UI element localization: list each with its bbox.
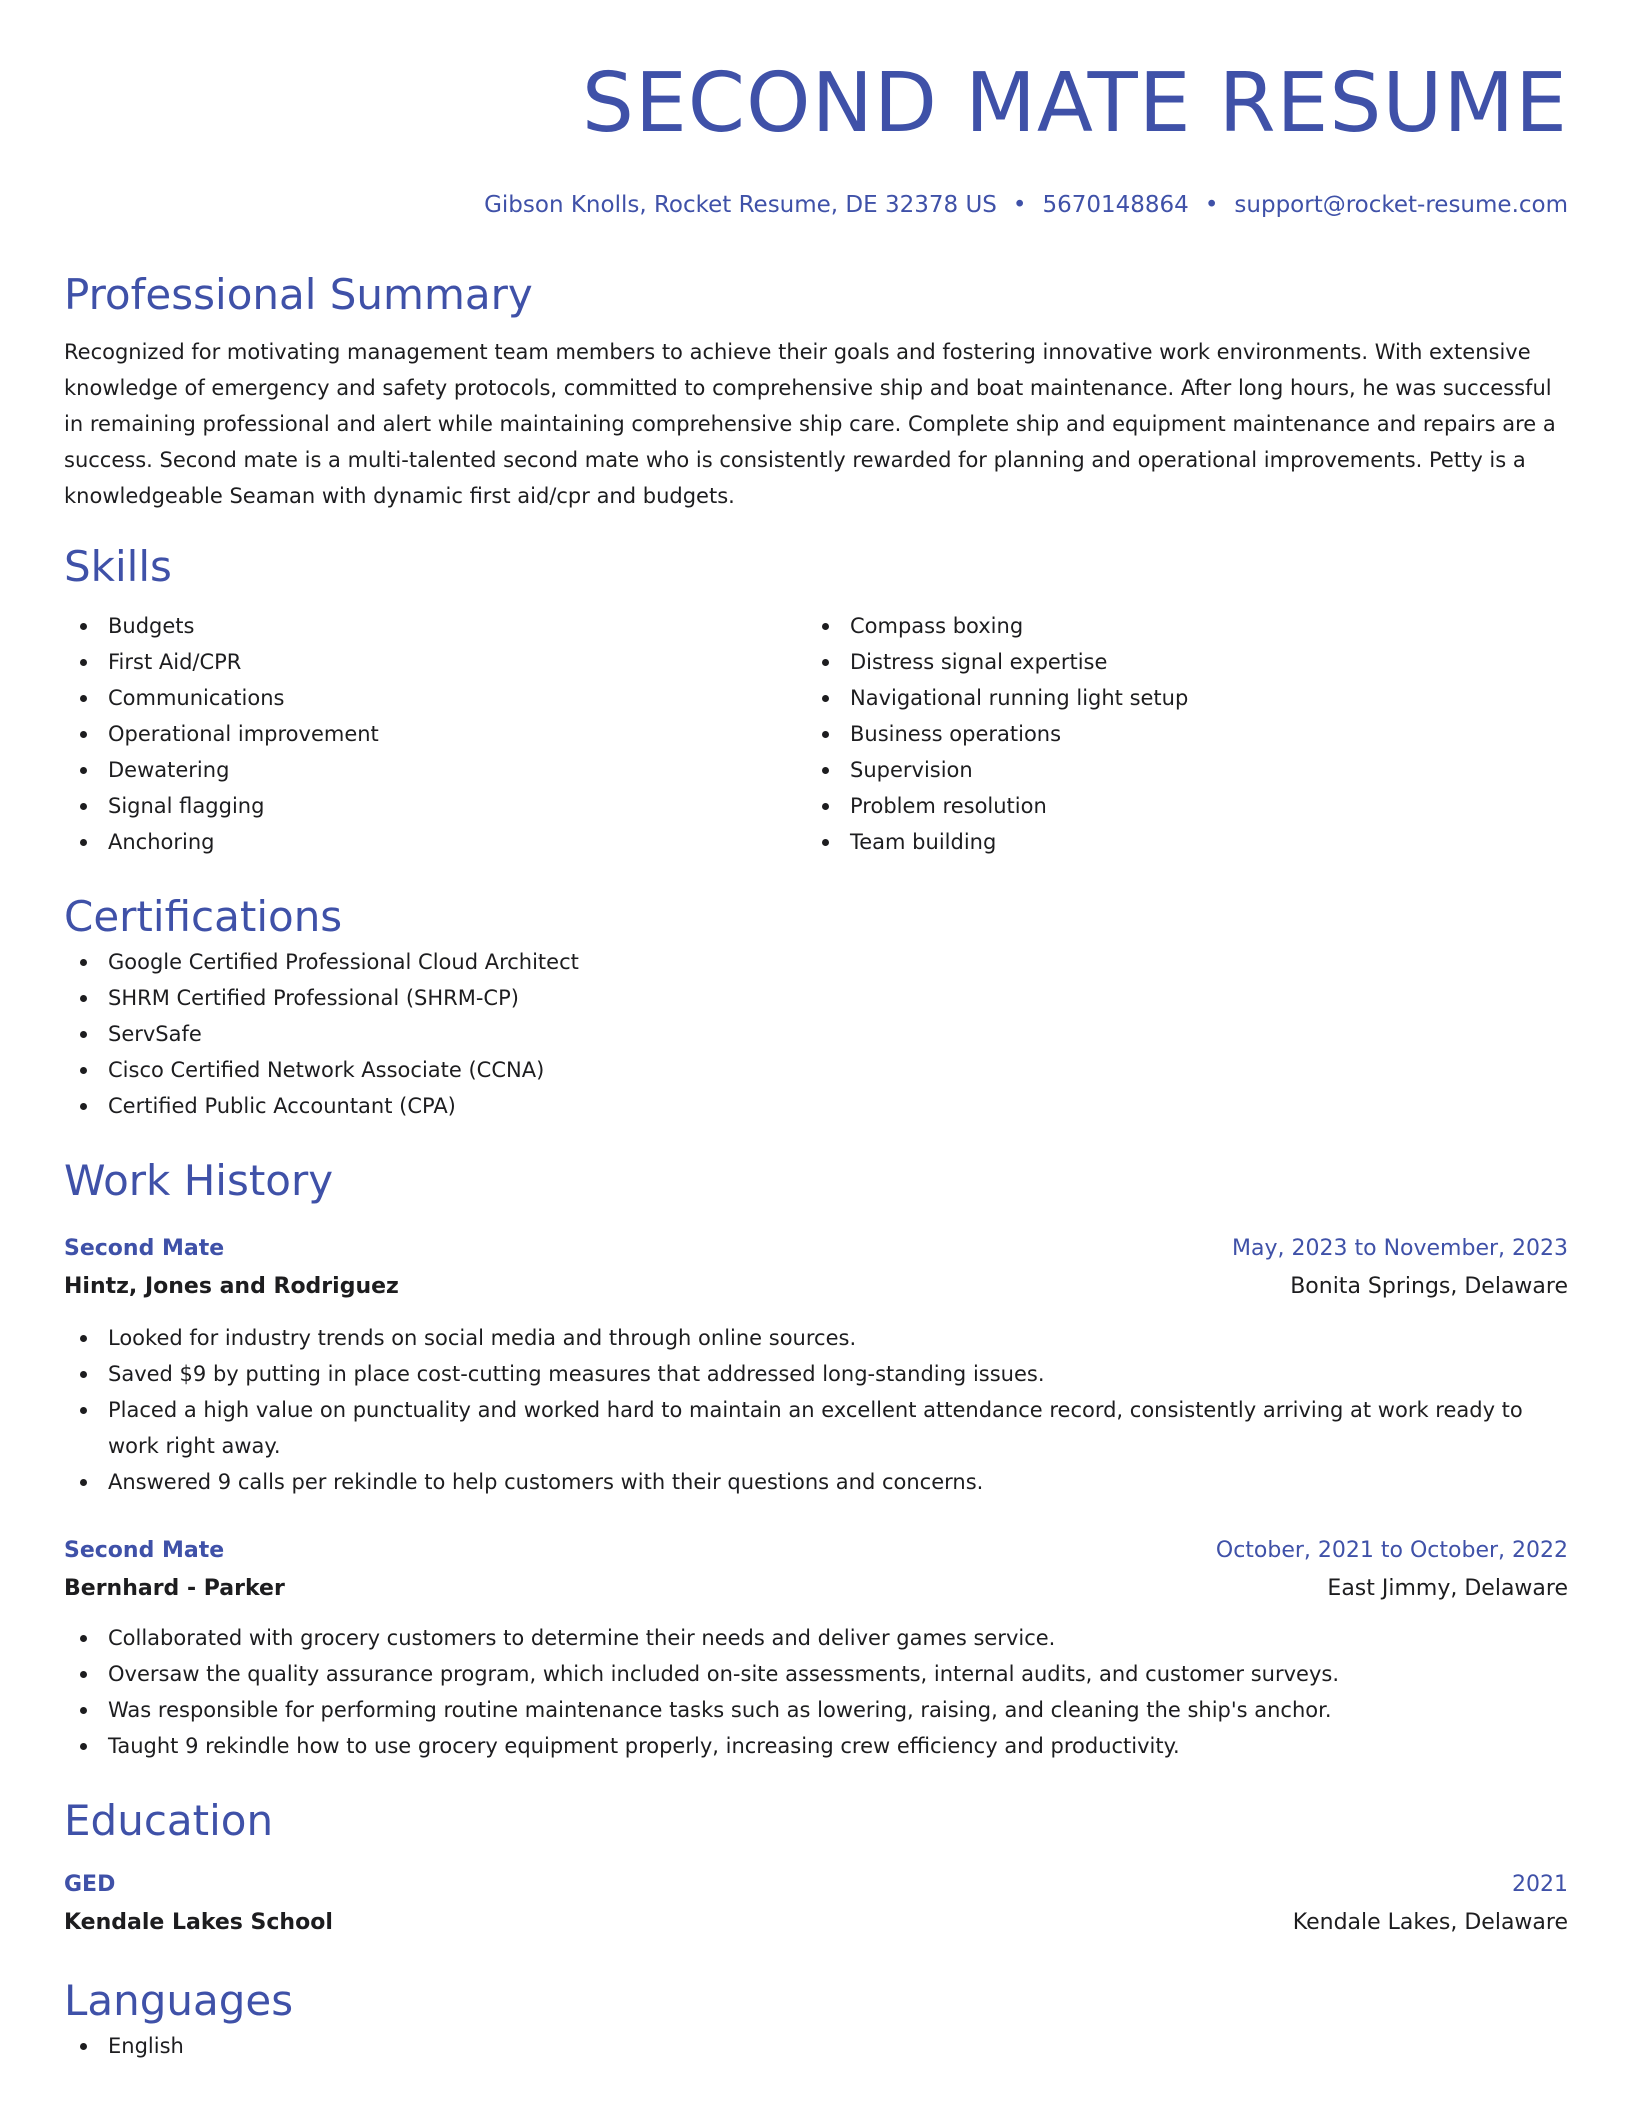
school-location: Kendale Lakes, Delaware [1292,1910,1568,1935]
contact-separator: • [1204,192,1219,218]
skill-item: Navigational running light setup [806,680,1548,716]
education-entry [64,1866,1568,1942]
resume-header [64,52,1568,220]
work-history-section [64,1154,1568,1764]
job-bullet: Saved $9 by putting in place cost-cutting measures that addressed long-standing issues. [64,1356,1568,1392]
job-dates: October, 2021 to October, 2022 [1215,1538,1568,1563]
languages-section [64,1974,1568,2064]
contact-email: support@rocket-resume.com [1234,192,1568,218]
work-entry-title-row [64,1532,1568,1570]
education-title-row [64,1866,1568,1904]
document-title: SECOND MATE RESUME [581,56,1568,151]
contact-address: Gibson Knolls, Rocket Resume, DE 32378 US [484,192,997,218]
skill-item: Problem resolution [806,788,1548,824]
education-section [64,1794,1568,1942]
work-entry [64,1532,1568,1764]
skill-item: First Aid/CPR [64,644,806,680]
company-name: Bernhard - Parker [64,1576,285,1601]
section-heading-education: Education [64,1796,274,1845]
work-entry [64,1230,1568,1500]
section-heading-skills: Skills [64,542,172,591]
skill-item: Dewatering [64,752,806,788]
job-dates: May, 2023 to November, 2023 [1232,1236,1568,1261]
contact-separator: • [1012,192,1027,218]
work-entry-company-row [64,1570,1568,1608]
skill-item: Distress signal expertise [806,644,1548,680]
skill-item: Compass boxing [806,608,1548,644]
contact-line [64,190,1568,220]
summary-section [64,268,1568,514]
job-bullet: Taught 9 rekindle how to use grocery equipment properly, increasing crew efficiency and productivity. [64,1728,1568,1764]
skills-grid [64,608,1568,860]
job-location: Bonita Springs, Delaware [1290,1274,1568,1299]
section-heading-languages: Languages [64,1976,294,2025]
skill-item: Signal flagging [64,788,806,824]
degree: GED [64,1872,116,1897]
certification-item: Certified Public Accountant (CPA) [64,1088,1568,1124]
skill-item: Anchoring [64,824,806,860]
languages-list [64,2028,1568,2064]
certifications-section [64,890,1568,1124]
summary-text: Recognized for motivating management team members to achieve their goals and fostering innovative work environments. With extensive knowledge of emergency and safety protocols, committed to comprehensive ship and boat maintenance. After long hours, he was successful in remaining professional and alert while maintaining comprehensive ship care. Complete ship and equipment maintenance and repairs are a success. Second mate is a multi-talented second mate who is consistently rewarded for planning and operational improvements. Petty is a knowledgeable Seaman with dynamic first aid/cpr and budgets. [64,340,1556,508]
job-title: Second Mate [64,1538,225,1563]
job-bullet: Placed a high value on punctuality and worked hard to maintain an excellent attendance record, consistently arriving at work ready to work right away. [64,1392,1568,1464]
skills-list-left [64,608,806,860]
certification-item: Google Certified Professional Cloud Architect [64,944,1568,980]
skills-section [64,540,1568,860]
skill-item: Operational improvement [64,716,806,752]
contact-phone: 5670148864 [1042,192,1189,218]
skill-item: Team building [806,824,1548,860]
job-bullet: Collaborated with grocery customers to determine their needs and deliver games service. [64,1620,1568,1656]
company-name: Hintz, Jones and Rodriguez [64,1274,399,1299]
job-bullet: Looked for industry trends on social media and through online sources. [64,1320,1568,1356]
section-heading-summary: Professional Summary [64,270,533,319]
job-title: Second Mate [64,1236,225,1261]
section-heading-certifications: Certifications [64,892,343,941]
work-entry-title-row [64,1230,1568,1268]
school-name: Kendale Lakes School [64,1910,333,1935]
skill-item: Budgets [64,608,806,644]
certification-item: Cisco Certified Network Associate (CCNA) [64,1052,1568,1088]
job-location: East Jimmy, Delaware [1327,1576,1568,1601]
skills-list-right [806,608,1548,860]
certifications-list [64,944,1568,1124]
language-item: English [64,2028,1568,2064]
job-bullet: Answered 9 calls per rekindle to help customers with their questions and concerns. [64,1464,1568,1500]
work-entry-company-row [64,1268,1568,1306]
graduation-year: 2021 [1512,1872,1568,1897]
job-bullet: Oversaw the quality assurance program, which included on-site assessments, internal audits, and customer surveys. [64,1656,1568,1692]
education-school-row [64,1904,1568,1942]
job-bullets [64,1620,1568,1764]
section-heading-work-history: Work History [64,1156,334,1205]
skill-item: Communications [64,680,806,716]
certification-item: SHRM Certified Professional (SHRM-CP) [64,980,1568,1016]
certification-item: ServSafe [64,1016,1568,1052]
job-bullets [64,1320,1568,1500]
job-bullet: Was responsible for performing routine maintenance tasks such as lowering, raising, and cleaning the ship's anchor. [64,1692,1568,1728]
skill-item: Supervision [806,752,1548,788]
skill-item: Business operations [806,716,1548,752]
